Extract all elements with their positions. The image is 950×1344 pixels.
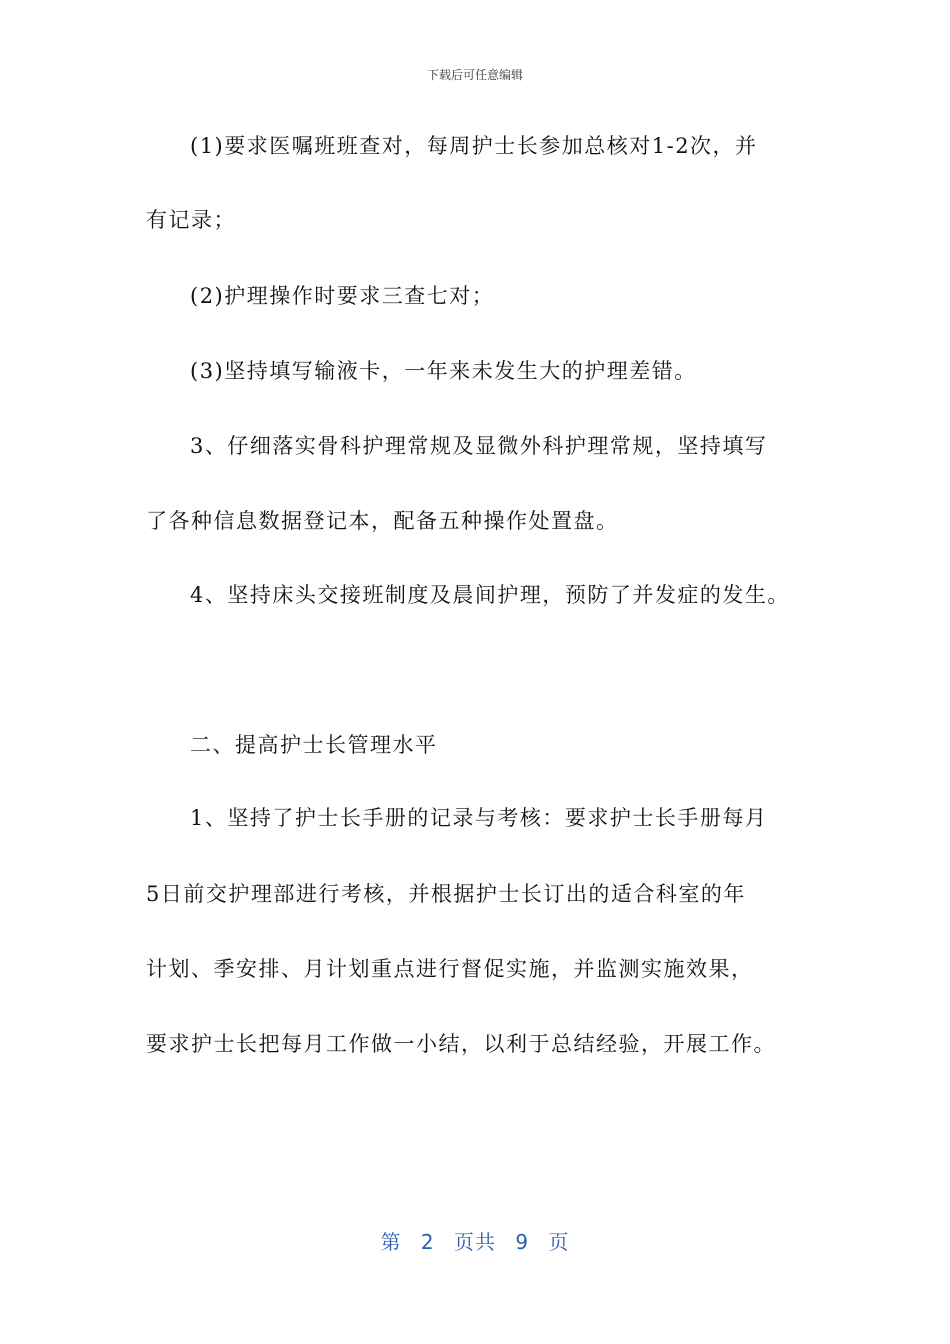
page-footer: [0, 1226, 950, 1255]
body-line-3: (2)护理操作时要求三查七对；: [190, 284, 495, 308]
footer-page-number: 2: [420, 1230, 435, 1254]
body-line-11: 计划、季安排、月计划重点进行督促实施，并监测实施效果，: [146, 957, 754, 981]
body-line-2: 有记录；: [146, 208, 236, 232]
body-line-9: 1、坚持了护士长手册的记录与考核：要求护士长手册每月: [190, 806, 768, 830]
body-line-1: (1)要求医嘱班班查对，每周护士长参加总核对1-2次，并: [190, 134, 758, 158]
body-line-7: 4、坚持床头交接班制度及晨间护理，预防了并发症的发生。: [190, 583, 790, 607]
body-line-10: 5日前交护理部进行考核，并根据护士长订出的适合科室的年: [146, 882, 746, 906]
body-line-12: 要求护士长把每月工作做一小结，以利于总结经验，开展工作。: [146, 1032, 776, 1056]
body-line-5: 3、仔细落实骨科护理常规及显微外科护理常规，坚持填写: [190, 434, 768, 458]
section-heading: 二、提高护士长管理水平: [190, 733, 438, 757]
footer-suffix: 页: [548, 1230, 570, 1254]
body-line-4: (3)坚持填写输液卡，一年来未发生大的护理差错。: [190, 359, 697, 383]
footer-middle: 页共: [454, 1230, 496, 1254]
footer-total-pages: 9: [515, 1230, 530, 1254]
footer-prefix: 第: [380, 1230, 402, 1254]
body-line-6: 了各种信息数据登记本，配备五种操作处置盘。: [146, 509, 619, 533]
page-header-note: 下载后可任意编辑: [426, 68, 523, 82]
